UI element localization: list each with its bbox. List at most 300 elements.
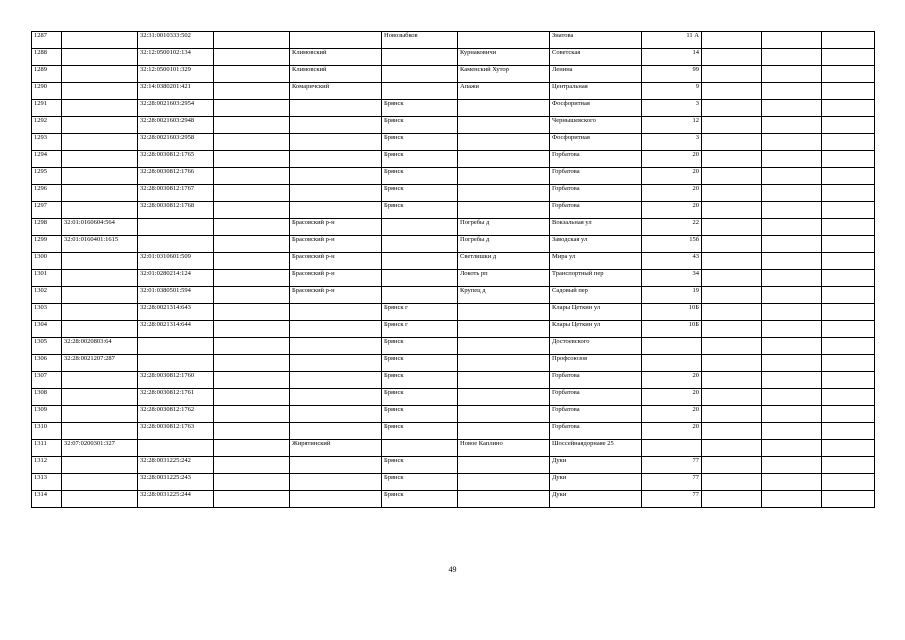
cell-cadastral-number-3 (214, 457, 290, 474)
cell-city (382, 253, 458, 270)
cell-settlement (458, 338, 550, 355)
cell-cadastral-number-2: 32:12:0500102:134 (138, 49, 214, 66)
cell-extra-2 (762, 270, 822, 287)
cell-house-number: 20 (642, 406, 702, 423)
table-row (32, 491, 875, 508)
cell-extra-2 (762, 423, 822, 440)
cell-cadastral-number-1: 32:07:0200301:327 (62, 440, 138, 457)
cell-cadastral-number-1: 32:01:0160604:564 (62, 219, 138, 236)
cell-cadastral-number-2: 32:12:0500101:329 (138, 66, 214, 83)
cell-settlement (458, 32, 550, 49)
cell-district: Брасовский р-н (290, 236, 382, 253)
cell-district (290, 474, 382, 491)
table-row (32, 304, 875, 321)
cell-settlement: Погребы д (458, 236, 550, 253)
cell-street: Горбатова (550, 406, 642, 423)
cell-extra-2 (762, 457, 822, 474)
cell-extra-1 (702, 457, 762, 474)
cell-cadastral-number-1: 32:01:0160401:1615 (62, 236, 138, 253)
cell-settlement (458, 202, 550, 219)
cell-cadastral-number-3 (214, 49, 290, 66)
cell-house-number: 77 (642, 491, 702, 508)
cell-extra-1 (702, 440, 762, 457)
cell-extra-3 (822, 49, 875, 66)
cell-city: Брянск (382, 134, 458, 151)
cell-city: Брянск (382, 151, 458, 168)
cell-row-number: 1306 (32, 355, 62, 372)
cell-city: Брянск (382, 338, 458, 355)
cell-extra-2 (762, 406, 822, 423)
cell-street: Горбатова (550, 168, 642, 185)
cell-extra-2 (762, 219, 822, 236)
cell-district (290, 457, 382, 474)
cell-extra-3 (822, 253, 875, 270)
cell-extra-3 (822, 185, 875, 202)
cell-cadastral-number-3 (214, 117, 290, 134)
cell-city (382, 236, 458, 253)
cell-house-number (642, 440, 702, 457)
cell-district (290, 202, 382, 219)
cell-extra-2 (762, 287, 822, 304)
cell-cadastral-number-3 (214, 321, 290, 338)
cell-district (290, 338, 382, 355)
cell-house-number: 43 (642, 253, 702, 270)
cell-settlement: Локоть рп (458, 270, 550, 287)
cell-cadastral-number-2: 32:28:0030812:1763 (138, 423, 214, 440)
cell-cadastral-number-3 (214, 287, 290, 304)
cell-extra-3 (822, 372, 875, 389)
cell-settlement (458, 100, 550, 117)
cell-house-number: 77 (642, 457, 702, 474)
cell-cadastral-number-2 (138, 219, 214, 236)
cell-extra-2 (762, 236, 822, 253)
registry-table-body (32, 32, 875, 508)
cell-settlement (458, 134, 550, 151)
cell-row-number: 1304 (32, 321, 62, 338)
cell-house-number: 22 (642, 219, 702, 236)
cell-city: Брянск г (382, 304, 458, 321)
cell-extra-1 (702, 287, 762, 304)
cell-house-number: 15б (642, 236, 702, 253)
cell-cadastral-number-1 (62, 457, 138, 474)
cell-city: Брянск (382, 423, 458, 440)
cell-cadastral-number-1: 32:28:0021207:287 (62, 355, 138, 372)
cell-cadastral-number-2: 32:28:0030812:1766 (138, 168, 214, 185)
cell-district (290, 168, 382, 185)
cell-city (382, 270, 458, 287)
cell-settlement (458, 355, 550, 372)
cell-cadastral-number-1 (62, 474, 138, 491)
cell-cadastral-number-3 (214, 32, 290, 49)
cell-extra-1 (702, 236, 762, 253)
cell-district (290, 185, 382, 202)
cell-district (290, 389, 382, 406)
cell-house-number: 19 (642, 287, 702, 304)
cell-extra-1 (702, 355, 762, 372)
cell-cadastral-number-2: 32:28:0031225:244 (138, 491, 214, 508)
cell-district (290, 355, 382, 372)
cell-street: Заводская ул (550, 236, 642, 253)
cell-extra-2 (762, 185, 822, 202)
cell-extra-2 (762, 100, 822, 117)
cell-row-number: 1312 (32, 457, 62, 474)
cell-cadastral-number-2 (138, 236, 214, 253)
cell-extra-1 (702, 491, 762, 508)
cell-extra-2 (762, 338, 822, 355)
cell-district (290, 134, 382, 151)
cell-extra-1 (702, 117, 762, 134)
cell-street: Ленина (550, 66, 642, 83)
cell-street: Шоссейнаядорнаяе 25 (550, 440, 642, 457)
cell-cadastral-number-1 (62, 389, 138, 406)
cell-settlement (458, 406, 550, 423)
table-row (32, 83, 875, 100)
cell-settlement: Светлишки д (458, 253, 550, 270)
cell-extra-2 (762, 304, 822, 321)
cell-house-number (642, 355, 702, 372)
cell-cadastral-number-3 (214, 83, 290, 100)
cell-cadastral-number-1 (62, 304, 138, 321)
cell-district (290, 321, 382, 338)
cell-city (382, 83, 458, 100)
cell-city: Брянск (382, 185, 458, 202)
table-row (32, 457, 875, 474)
table-row (32, 100, 875, 117)
table-row (32, 236, 875, 253)
cell-cadastral-number-1 (62, 185, 138, 202)
cell-row-number: 1300 (32, 253, 62, 270)
cell-street: Профсоюзов (550, 355, 642, 372)
cell-extra-2 (762, 474, 822, 491)
cell-house-number: 11 А (642, 32, 702, 49)
cell-settlement: Погребы д (458, 219, 550, 236)
cell-cadastral-number-3 (214, 66, 290, 83)
cell-extra-2 (762, 32, 822, 49)
table-row (32, 440, 875, 457)
cell-extra-1 (702, 202, 762, 219)
cell-cadastral-number-3 (214, 406, 290, 423)
cell-house-number: 14 (642, 49, 702, 66)
table-row (32, 423, 875, 440)
cell-cadastral-number-3 (214, 474, 290, 491)
table-row (32, 202, 875, 219)
cell-cadastral-number-2: 32:14:0380201:421 (138, 83, 214, 100)
cell-city (382, 66, 458, 83)
cell-extra-1 (702, 423, 762, 440)
cell-city: Брянск (382, 457, 458, 474)
cell-settlement (458, 474, 550, 491)
cell-district (290, 406, 382, 423)
cell-house-number: 20 (642, 151, 702, 168)
cell-cadastral-number-3 (214, 151, 290, 168)
cell-row-number: 1293 (32, 134, 62, 151)
cell-extra-2 (762, 134, 822, 151)
cell-extra-3 (822, 355, 875, 372)
cell-street: Мира ул (550, 253, 642, 270)
cell-house-number: 9 (642, 83, 702, 100)
table-row (32, 474, 875, 491)
cell-city: Брянск (382, 389, 458, 406)
cell-cadastral-number-1 (62, 423, 138, 440)
cell-row-number: 1289 (32, 66, 62, 83)
cell-extra-1 (702, 32, 762, 49)
cell-cadastral-number-3 (214, 168, 290, 185)
cell-settlement (458, 151, 550, 168)
cell-extra-3 (822, 83, 875, 100)
cell-house-number: 20 (642, 389, 702, 406)
cell-extra-2 (762, 49, 822, 66)
cell-row-number: 1308 (32, 389, 62, 406)
cell-district: Климовский (290, 66, 382, 83)
cell-extra-3 (822, 406, 875, 423)
cell-city: Брянск (382, 355, 458, 372)
table-row (32, 270, 875, 287)
cell-house-number: 10Б (642, 321, 702, 338)
cell-district (290, 117, 382, 134)
cell-extra-3 (822, 66, 875, 83)
cell-cadastral-number-1 (62, 168, 138, 185)
cell-cadastral-number-1 (62, 372, 138, 389)
cell-extra-3 (822, 338, 875, 355)
cell-row-number: 1311 (32, 440, 62, 457)
cell-cadastral-number-2: 32:28:0021603:2954 (138, 100, 214, 117)
cell-street: Горбатова (550, 202, 642, 219)
cell-extra-2 (762, 372, 822, 389)
cell-city: Брянск (382, 474, 458, 491)
cell-row-number: 1287 (32, 32, 62, 49)
cell-city: Новозыбков (382, 32, 458, 49)
cell-extra-3 (822, 423, 875, 440)
cell-cadastral-number-3 (214, 389, 290, 406)
cell-extra-1 (702, 321, 762, 338)
cell-cadastral-number-2: 32:01:0380501:594 (138, 287, 214, 304)
cell-row-number: 1295 (32, 168, 62, 185)
table-row (32, 406, 875, 423)
cell-city (382, 49, 458, 66)
cell-extra-3 (822, 287, 875, 304)
registry-table (31, 31, 875, 508)
cell-cadastral-number-1 (62, 134, 138, 151)
cell-extra-1 (702, 474, 762, 491)
cell-cadastral-number-1 (62, 100, 138, 117)
cell-extra-3 (822, 32, 875, 49)
cell-cadastral-number-2: 32:01:0310601:509 (138, 253, 214, 270)
cell-cadastral-number-2: 32:01:0280214:124 (138, 270, 214, 287)
cell-cadastral-number-2: 32:28:0030812:1762 (138, 406, 214, 423)
cell-extra-3 (822, 304, 875, 321)
cell-street: Вокзальная ул (550, 219, 642, 236)
cell-district (290, 151, 382, 168)
cell-extra-2 (762, 321, 822, 338)
cell-extra-3 (822, 270, 875, 287)
cell-extra-1 (702, 253, 762, 270)
cell-street: Центральная (550, 83, 642, 100)
table-row (32, 389, 875, 406)
cell-extra-1 (702, 270, 762, 287)
cell-cadastral-number-2: 32:28:0021603:2958 (138, 134, 214, 151)
cell-extra-2 (762, 355, 822, 372)
cell-city (382, 219, 458, 236)
table-row (32, 287, 875, 304)
cell-extra-1 (702, 83, 762, 100)
cell-district: Брасовский р-н (290, 287, 382, 304)
cell-house-number: 20 (642, 168, 702, 185)
cell-house-number: 20 (642, 372, 702, 389)
cell-row-number: 1299 (32, 236, 62, 253)
cell-settlement (458, 117, 550, 134)
cell-extra-1 (702, 372, 762, 389)
cell-extra-3 (822, 100, 875, 117)
cell-street: Клары Цеткин ул (550, 321, 642, 338)
cell-extra-3 (822, 236, 875, 253)
cell-settlement (458, 423, 550, 440)
cell-cadastral-number-3 (214, 202, 290, 219)
cell-cadastral-number-2: 32:28:0030812:1761 (138, 389, 214, 406)
cell-cadastral-number-2: 32:28:0021603:2948 (138, 117, 214, 134)
cell-street: Транспортный пер (550, 270, 642, 287)
cell-row-number: 1301 (32, 270, 62, 287)
cell-cadastral-number-3 (214, 440, 290, 457)
cell-street: Фосфоритная (550, 134, 642, 151)
cell-cadastral-number-2: 32:28:0030812:1768 (138, 202, 214, 219)
cell-district (290, 32, 382, 49)
cell-city: Брянск (382, 372, 458, 389)
cell-cadastral-number-2: 32:28:0030812:1765 (138, 151, 214, 168)
cell-house-number: 20 (642, 185, 702, 202)
cell-extra-3 (822, 457, 875, 474)
cell-city: Брянск (382, 406, 458, 423)
table-row (32, 151, 875, 168)
cell-extra-1 (702, 66, 762, 83)
cell-city: Брянск (382, 202, 458, 219)
cell-cadastral-number-2: 32:28:0021314:644 (138, 321, 214, 338)
cell-extra-1 (702, 219, 762, 236)
cell-cadastral-number-1 (62, 270, 138, 287)
cell-cadastral-number-1 (62, 151, 138, 168)
cell-extra-2 (762, 151, 822, 168)
cell-row-number: 1305 (32, 338, 62, 355)
cell-house-number: 10Б (642, 304, 702, 321)
cell-street: Фосфоритная (550, 100, 642, 117)
cell-row-number: 1310 (32, 423, 62, 440)
cell-extra-3 (822, 219, 875, 236)
cell-street: Дуки (550, 491, 642, 508)
cell-cadastral-number-2: 32:28:0031225:243 (138, 474, 214, 491)
cell-cadastral-number-2: 32:28:0031225:242 (138, 457, 214, 474)
cell-cadastral-number-1: 32:28:0020803:64 (62, 338, 138, 355)
cell-extra-2 (762, 66, 822, 83)
cell-extra-2 (762, 117, 822, 134)
table-row (32, 372, 875, 389)
cell-district (290, 372, 382, 389)
cell-district (290, 100, 382, 117)
cell-row-number: 1298 (32, 219, 62, 236)
cell-street: Советская (550, 49, 642, 66)
cell-cadastral-number-3 (214, 236, 290, 253)
table-row (32, 321, 875, 338)
cell-cadastral-number-1 (62, 202, 138, 219)
cell-cadastral-number-2 (138, 355, 214, 372)
cell-cadastral-number-1 (62, 491, 138, 508)
cell-cadastral-number-1 (62, 66, 138, 83)
cell-extra-3 (822, 202, 875, 219)
cell-extra-1 (702, 168, 762, 185)
table-row (32, 219, 875, 236)
cell-city: Брянск (382, 491, 458, 508)
cell-row-number: 1313 (32, 474, 62, 491)
cell-cadastral-number-1 (62, 321, 138, 338)
cell-cadastral-number-3 (214, 355, 290, 372)
cell-extra-1 (702, 389, 762, 406)
cell-district: Брасовский р-н (290, 219, 382, 236)
cell-row-number: 1290 (32, 83, 62, 100)
table-row (32, 253, 875, 270)
cell-district: Брасовский р-н (290, 253, 382, 270)
cell-house-number: 99 (642, 66, 702, 83)
cell-street: Горбатова (550, 151, 642, 168)
cell-extra-1 (702, 338, 762, 355)
cell-row-number: 1314 (32, 491, 62, 508)
cell-extra-1 (702, 49, 762, 66)
cell-house-number: 77 (642, 474, 702, 491)
cell-extra-1 (702, 185, 762, 202)
cell-row-number: 1309 (32, 406, 62, 423)
cell-cadastral-number-1 (62, 253, 138, 270)
cell-settlement (458, 168, 550, 185)
cell-cadastral-number-3 (214, 253, 290, 270)
cell-street: Зиатова (550, 32, 642, 49)
cell-cadastral-number-1 (62, 49, 138, 66)
table-row (32, 134, 875, 151)
table-row (32, 185, 875, 202)
cell-extra-3 (822, 440, 875, 457)
cell-row-number: 1294 (32, 151, 62, 168)
cell-extra-2 (762, 202, 822, 219)
cell-settlement: Крупец д (458, 287, 550, 304)
cell-row-number: 1292 (32, 117, 62, 134)
cell-house-number: 3 (642, 134, 702, 151)
cell-street: Горбатова (550, 185, 642, 202)
cell-house-number: 12 (642, 117, 702, 134)
cell-city: Брянск г (382, 321, 458, 338)
cell-cadastral-number-1 (62, 406, 138, 423)
cell-extra-3 (822, 117, 875, 134)
cell-street: Дуки (550, 457, 642, 474)
cell-extra-2 (762, 389, 822, 406)
cell-cadastral-number-2 (138, 338, 214, 355)
cell-row-number: 1291 (32, 100, 62, 117)
cell-city: Брянск (382, 117, 458, 134)
cell-cadastral-number-3 (214, 372, 290, 389)
cell-settlement (458, 321, 550, 338)
cell-street: Дуки (550, 474, 642, 491)
cell-row-number: 1303 (32, 304, 62, 321)
cell-extra-2 (762, 83, 822, 100)
cell-row-number: 1296 (32, 185, 62, 202)
cell-extra-1 (702, 151, 762, 168)
cell-district: Комаричский (290, 83, 382, 100)
cell-cadastral-number-3 (214, 100, 290, 117)
cell-extra-3 (822, 389, 875, 406)
cell-extra-3 (822, 321, 875, 338)
cell-extra-1 (702, 406, 762, 423)
cell-cadastral-number-3 (214, 219, 290, 236)
table-row (32, 117, 875, 134)
cell-row-number: 1302 (32, 287, 62, 304)
cell-cadastral-number-1 (62, 32, 138, 49)
cell-city (382, 287, 458, 304)
cell-settlement (458, 372, 550, 389)
